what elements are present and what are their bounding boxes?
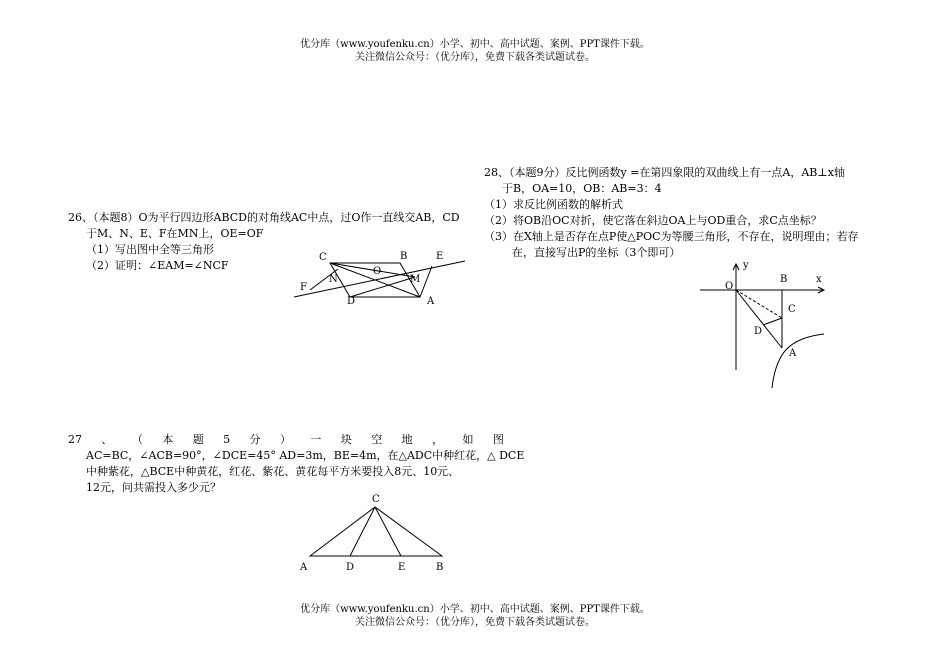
- label-c: C: [788, 304, 796, 315]
- label-c: C: [319, 252, 327, 263]
- label-a: A: [427, 296, 435, 307]
- label-e: E: [436, 251, 444, 262]
- q27-token: 块: [340, 433, 352, 446]
- figure-q28-labels: [725, 260, 822, 359]
- q28-line-6: 在，直接写出P的坐标（3个即可）: [512, 246, 681, 259]
- triangle-abc: [310, 507, 442, 556]
- q27-token: ，: [432, 433, 444, 446]
- figure-q27: [310, 507, 442, 556]
- q26-line-3: （1）写出图中全等三角形: [86, 243, 214, 256]
- label-m: M: [410, 274, 421, 285]
- q28-line-3: （1）求反比例函数的解析式: [484, 198, 623, 211]
- label-b: B: [400, 251, 408, 262]
- footer-line-1: 优分库（www.youfenku.cn）小学、初中、高中试题、案例、PPT课件下载。: [300, 604, 650, 615]
- segment-dm: [350, 277, 415, 297]
- page-footer: [0, 603, 950, 629]
- q27-token: 5: [223, 433, 231, 446]
- segment-cd: [350, 507, 375, 556]
- figure-q27-labels: [299, 494, 443, 573]
- q27-line-2: AC=BC，∠ACB=90°，∠DCE=45° AD=3m，BE=4m，在△ADC中种红花，△ DCE: [86, 449, 525, 462]
- q28-line-1: 28、（本题9分）反比例函数y =在第四象限的双曲线上有一点A，AB⊥x轴: [484, 166, 845, 179]
- footer-line-2: 关注微信公众号：（优分库），免费下载各类试题试卷。: [355, 617, 595, 628]
- label-a: A: [300, 562, 308, 573]
- q27-token: ）: [279, 433, 291, 446]
- label-a: A: [789, 348, 797, 359]
- q27-token: 本: [162, 433, 174, 446]
- label-b: B: [780, 274, 788, 285]
- segment-ce: [375, 507, 401, 556]
- q27-token: 如: [462, 433, 474, 446]
- q27-token: 题: [192, 433, 204, 446]
- q27-line-4: 12元，问共需投入多少元？: [86, 481, 221, 494]
- q26-line-4: （2）证明：∠EAM=∠NCF: [86, 259, 229, 272]
- q27-token: 、: [101, 433, 113, 446]
- label-o: O: [373, 266, 382, 277]
- segment-oa: [736, 290, 782, 348]
- label-n: N: [329, 274, 338, 285]
- label-x: x: [816, 274, 822, 285]
- q27-token: 空: [371, 433, 383, 446]
- segment-oc-dashed: [736, 290, 782, 318]
- q26-line-1: 26、（本题8）O为平行四边形ABCD的对角线AC中点，过O作一直线交AB，CD: [68, 211, 460, 224]
- label-b: B: [436, 562, 444, 573]
- q28-line-2: 于B，OA=10，OB：AB=3：4: [502, 182, 662, 195]
- q27-token: 地: [401, 433, 413, 446]
- segment-dc: [763, 318, 782, 325]
- header-line-2: 关注微信公众号：（优分库），免费下载各类试题试卷。: [355, 52, 595, 63]
- hyperbola-curve: [772, 334, 824, 388]
- q27-line-3: 中种紫花，△BCE中种黄花，红花、紫花、黄花每平方米要投入8元、10元、: [86, 465, 460, 478]
- q27-token: 一: [310, 433, 322, 446]
- q27-token: （: [131, 433, 143, 446]
- label-e: E: [398, 562, 406, 573]
- header-line-1: 优分库（www.youfenku.cn）小学、初中、高中试题、案例、PPT课件下载。: [300, 39, 650, 50]
- segment-ae: [420, 266, 432, 297]
- q27-token: 分: [249, 433, 261, 446]
- q27-token: 图: [492, 433, 504, 446]
- q26-line-2: 于M、N、E、F在MN上，OE=OF: [86, 227, 264, 240]
- label-o: O: [725, 281, 734, 292]
- q27-token: 27: [68, 433, 82, 446]
- label-f: F: [300, 282, 307, 293]
- label-c: C: [372, 494, 380, 505]
- q28-line-4: （2）将OB沿OC对折，使它落在斜边OA上与OD重合，求C点坐标？: [484, 214, 822, 227]
- q28-line-5: （3）在X轴上是否存在点P使△POC为等腰三角形，不存在，说明理由；若存: [484, 230, 859, 243]
- label-d: D: [347, 296, 356, 307]
- label-d: D: [754, 326, 763, 337]
- label-y: y: [743, 260, 749, 271]
- label-d: D: [346, 562, 355, 573]
